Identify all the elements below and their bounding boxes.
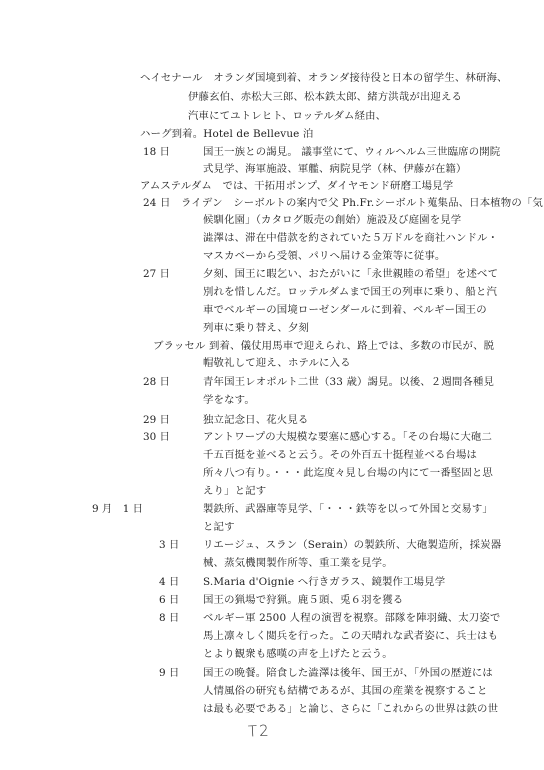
date-label: 9 月 1 日 (92, 503, 143, 515)
text-line: 列車に乗り替え、夕刻 (203, 322, 310, 334)
date-label: 8 日 (159, 612, 180, 624)
date-label: 9 日 (159, 667, 180, 679)
text-line: えり」と記す (203, 485, 267, 497)
text-line: 学をなす。 (203, 394, 255, 406)
text-line: 独立記念日、花火見る (203, 414, 309, 426)
text-line: 国王の晩餐。陪食した澁澤は後年、国王が、「外国の歴遊には (203, 667, 493, 679)
text-line: 24 日 ライデン シーボルトの案内で父 Ph.Fr.シーボルト蒐集品、日本植物の「気 (143, 197, 543, 209)
text-line: 所々八つ有り。・・・此迄度々見し台場の内にて一番堅固と思 (203, 467, 493, 479)
date-label: 18 日 (143, 146, 170, 158)
text-line: アムステルダム では、干拓用ポンプ、ダイヤモンド研磨工場見学 (140, 180, 454, 192)
text-line: 別れを惜しんだ。ロッテルダムまで国王の列車に乗り、船と汽 (203, 286, 497, 298)
text-line: 馬上凛々しく閲兵を行った。この天晴れな武者姿に、兵士はも (203, 630, 499, 642)
date-label: 27 日 (143, 268, 170, 280)
text-line: ベルギー軍 2500 人程の演習を視察。部隊を陣羽織、太刀姿で (203, 612, 501, 624)
date-label: 4 日 (159, 576, 180, 588)
text-line: 青年国王レオポルト二世（33 歳）謁見。以後、２週間各種見 (203, 376, 495, 388)
text-line: 式見学、海軍施設、軍艦、病院見学（林、伊藤が在籍） (203, 163, 467, 175)
text-line: 伊藤玄伯、赤松大三郎、松本鉄太郎、緒方洪哉が出迎える (188, 91, 463, 103)
text-line: 澁澤は、滞在中借款を約されていた５万ドルを商社ハンドル・ (203, 232, 499, 244)
text-line: 人情風俗の研究も結構であるが、其国の産業を視察すること (203, 685, 488, 697)
text-line: 千五百挺を並べると云う。その外百五十挺程並べる台場は (203, 449, 478, 461)
text-line: アントワープの大規模な要塞に感心する。「その台場に大砲二 (203, 431, 492, 443)
date-label: 29 日 (143, 414, 170, 426)
date-label: 6 日 (159, 594, 180, 606)
text-line: 夕刻、国王に暇乞い、おたがいに「永世親睦の希望」を述べて (203, 268, 499, 280)
text-line: ヘイセナール オランダ国境到着、オランダ接待役と日本の留学生、林研海、 (140, 72, 508, 84)
date-label: 28 日 (143, 376, 170, 388)
text-line: ブラッセル 到着、儀仗用馬車で迎えられ、路上では、多数の市民が、脱 (153, 340, 495, 352)
text-line: S.Maria d'Oignie へ行きガラス、鏡製作工場見学 (203, 576, 446, 588)
text-line: 汽車にてユトレヒト、ロッテルダム経由、 (188, 110, 387, 122)
date-label: 30 日 (143, 431, 170, 443)
text-line: 帽敬礼して迎え、ホテルに入る (203, 357, 351, 369)
text-line: 候馴化園」（カタログ販売の創始）施設及び庭園を見学 (203, 214, 462, 226)
text-line: マスカベーから受領、パリへ届ける金策等に従事。 (203, 250, 446, 262)
text-line: と記す (203, 521, 235, 533)
text-line: は最も必要である」と論じ、さらに「これからの世界は鉄の世 (203, 703, 499, 715)
text-line: 車でベルギーの国境ローゼンダールに到着、ベルギー国王の (203, 304, 487, 316)
text-line: 国王の猟場で狩猟。鹿５頭、兎６羽を獲る (203, 594, 404, 606)
text-line: 製鉄所、武器庫等見学、「・・・鉄等を以って外国と交易す」 (203, 503, 493, 515)
text-line: ハーグ到着。Hotel de Bellevue 泊 (140, 128, 314, 140)
page-number: T2 (247, 721, 272, 741)
date-label: 3 日 (159, 539, 180, 551)
text-line: 国王一族との謁見。 議事堂にて、ウィルヘルム三世臨席の開院 (203, 146, 501, 158)
text-line: 械、蒸気機関製作所等、重工業を見学。 (203, 557, 393, 569)
text-line: とより観衆も感嘆の声を上げたと云う。 (203, 648, 393, 660)
text-line: リエージュ、スラン（Serain）の製鉄所、大砲製造所，採炭器 (203, 539, 502, 551)
